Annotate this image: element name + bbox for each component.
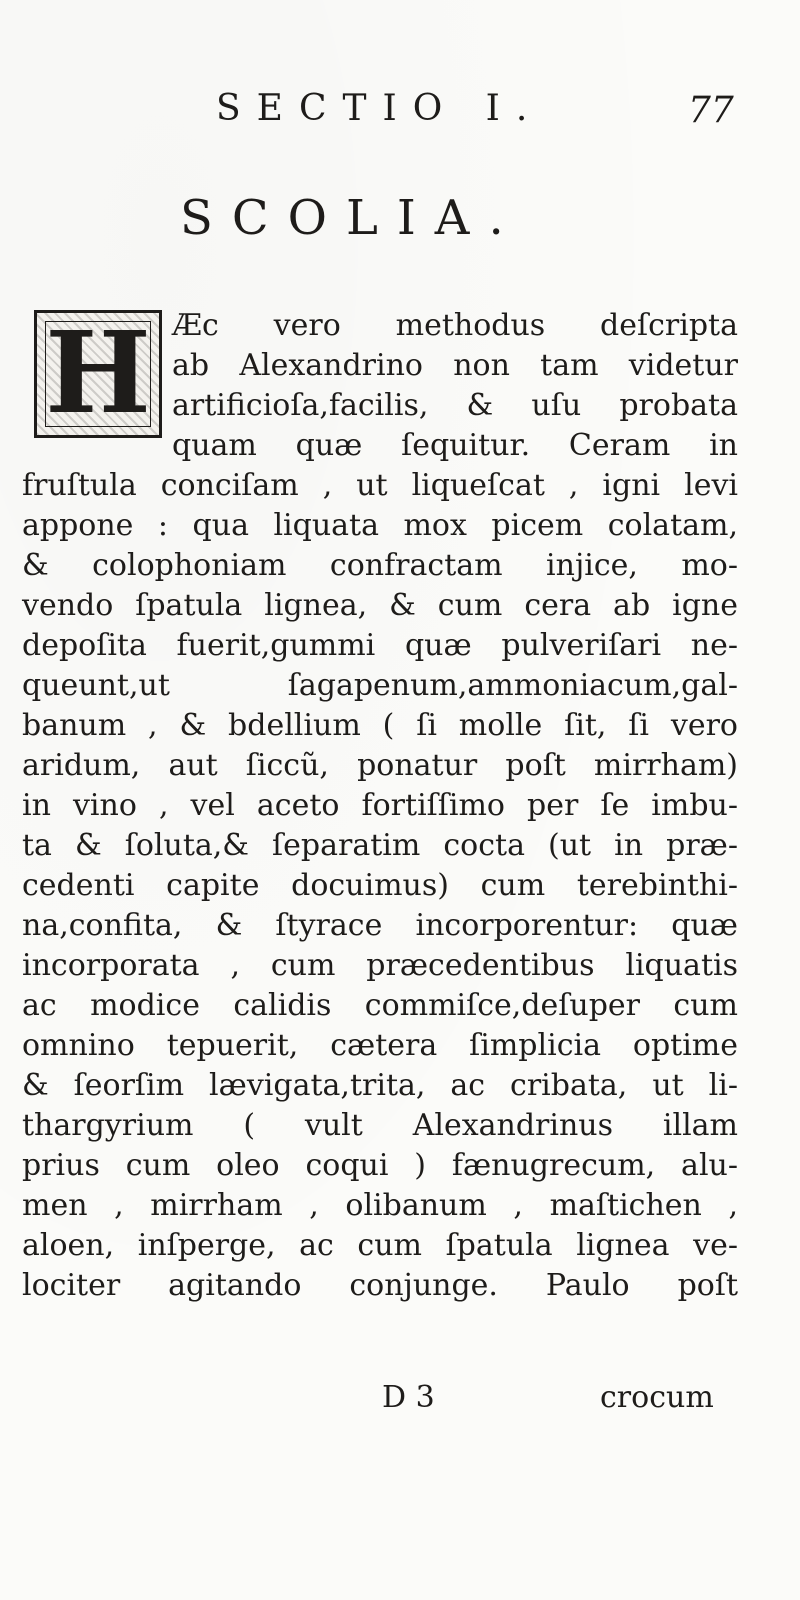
text-line: depoſita fuerit,gummi quæ pulveriſari ne- bbox=[22, 628, 738, 663]
text-line: vendo ſpatula lignea, & cum cera ab igne bbox=[22, 588, 738, 623]
text-line: ac modice calidis commiſce,deſuper cum bbox=[22, 988, 738, 1023]
text-line: incorporata , cum præcedentibus liquatis bbox=[22, 948, 738, 983]
page-header bbox=[0, 84, 800, 134]
text-line: cedenti capite docuimus) cum terebinthi- bbox=[22, 868, 738, 903]
text-line: quam quæ ſequitur. Ceram in bbox=[172, 428, 738, 463]
text-line: aridum, aut ſiccũ, ponatur poſt mirrham) bbox=[22, 748, 738, 783]
text-line: & ſeorſim lævigata,trita, ac cribata, ut li- bbox=[22, 1068, 738, 1103]
text-line: Æc vero methodus deſcripta bbox=[172, 308, 738, 343]
signature-mark: D 3 bbox=[382, 1380, 435, 1415]
text-line: aloen, inſperge, ac cum ſpatula lignea ve- bbox=[22, 1228, 738, 1263]
text-line: na,confita, & ſtyrace incorporentur: quæ bbox=[22, 908, 738, 943]
text-line: ab Alexandrino non tam videtur bbox=[172, 348, 738, 383]
page-number: 77 bbox=[688, 90, 734, 131]
text-line: prius cum oleo coqui ) fænugrecum, alu- bbox=[22, 1148, 738, 1183]
text-line: fruſtula conciſam , ut liqueſcat , igni levi bbox=[22, 468, 738, 503]
text-line: & colophoniam confractam injice, mo- bbox=[22, 548, 738, 583]
text-line: in vino , vel aceto fortiſſimo per ſe imbu- bbox=[22, 788, 738, 823]
text-line: banum , & bdellium ( ſi molle ſit, ſi vero bbox=[22, 708, 738, 743]
text-line: men , mirrham , olibanum , maſtichen , bbox=[22, 1188, 738, 1223]
decorated-initial bbox=[34, 310, 162, 438]
text-line: queunt,ut ſagapenum,ammoniacum,gal- bbox=[22, 668, 738, 703]
text-line: ta & ſoluta,& ſeparatim cocta (ut in præ- bbox=[22, 828, 738, 863]
text-line: thargyrium ( vult Alexandrinus illam bbox=[22, 1108, 738, 1143]
text-line: artificioſa,facilis, & uſu probata bbox=[172, 388, 738, 423]
text-line: appone : qua liquata mox picem colatam, bbox=[22, 508, 738, 543]
section-title: SCOLIA. bbox=[180, 190, 523, 246]
running-head: SECTIO I. bbox=[216, 88, 544, 129]
initial-letter: H bbox=[45, 308, 151, 439]
text-line: omnino tepuerit, cætera ſimplicia optime bbox=[22, 1028, 738, 1063]
catchword: crocum bbox=[600, 1380, 714, 1415]
text-line: lociter agitando conjunge. Paulo poſt bbox=[22, 1268, 738, 1303]
